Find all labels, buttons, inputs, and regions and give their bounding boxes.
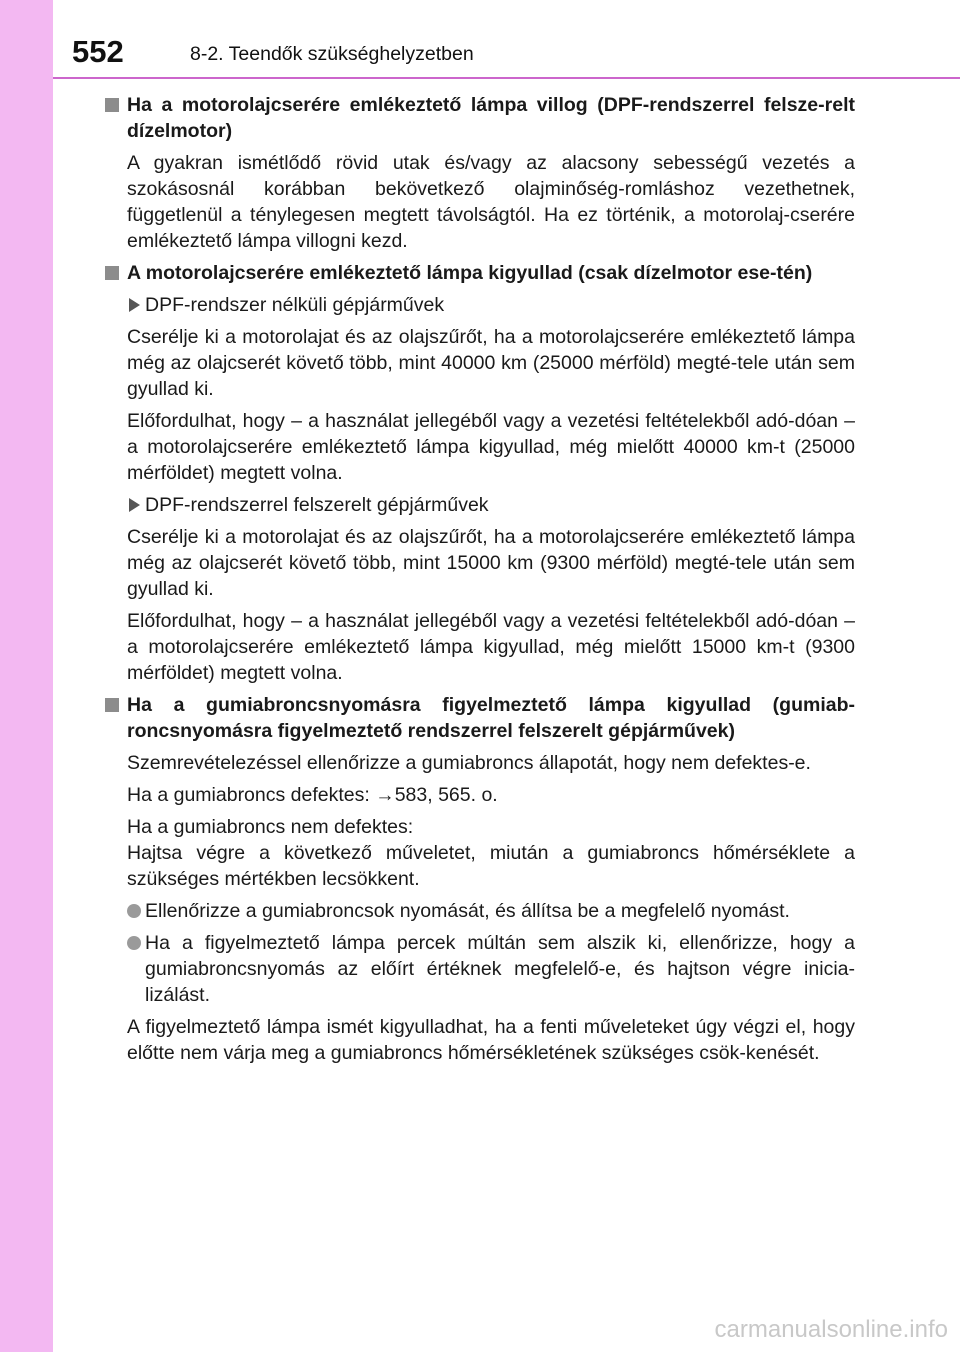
paragraph: A gyakran ismétlődő rövid utak és/vagy az alacsony sebességű vezetés a szokásosnál korábban bekövetkező olajminőség-romláshoz vezethetnek, függetlenül a ténylegesen megtett távolságtól. Ha ez történik, a motorolaj-cserére emlékeztető lámpa villogni kezd. <box>127 152 855 252</box>
paragraph: Előfordulhat, hogy – a használat jellegéből vagy a vezetési feltételekből adó-dóan – a motorolajcserére emlékeztető lámpa kigyullad, még mielőtt 15000 km-t (9300 mérföldet) megtett volna. <box>127 610 855 684</box>
watermark: carmanualsonline.info <box>714 1316 948 1343</box>
subheading-no-dpf: DPF-rendszer nélküli gépjárművek <box>127 292 855 318</box>
circle-bullet-icon <box>127 936 141 950</box>
header-divider <box>53 77 960 79</box>
section-title: 8-2. Teendők szükséghelyzetben <box>190 43 474 65</box>
page-number: 552 <box>72 34 124 69</box>
list-item: Ha a figyelmeztető lámpa percek múltán sem alszik ki, ellenőrizze, hogy a gumiabroncsnyomás az előírt értéknek megfelelő-e, és hajtson végre inicia-lizálást. <box>127 930 855 1008</box>
paragraph: Szemrevételezéssel ellenőrizze a gumiabroncs állapotát, hogy nem defektes-e. <box>127 752 811 774</box>
square-bullet-icon <box>105 98 119 112</box>
list-item: Ellenőrizze a gumiabroncsok nyomását, és állítsa be a megfelelő nyomást. <box>127 898 855 924</box>
page-content <box>105 92 855 1072</box>
heading-oil-on: A motorolajcserére emlékeztető lámpa kigyullad (csak dízelmotor ese-tén) <box>105 260 855 286</box>
side-tab <box>0 0 53 1352</box>
triangle-arrow-icon <box>129 498 140 512</box>
paragraph-reference: Ha a gumiabroncs defektes: →583, 565. o. <box>127 784 498 806</box>
square-bullet-icon <box>105 698 119 712</box>
heading-oil-blink: Ha a motorolajcserére emlékeztető lámpa villog (DPF-rendszerrel felsze-relt dízelmotor) <box>105 92 855 144</box>
paragraph: Cserélje ki a motorolajat és az olajszűrőt, ha a motorolajcserére emlékeztető lámpa még az olajcserét követő több, mint 40000 km (25000 mérföld) megté-tele után sem gyullad ki. <box>127 326 855 400</box>
paragraph: A figyelmeztető lámpa ismét kigyulladhat, ha a fenti műveleteket úgy végzi el, hogy előtte nem várja meg a gumiabroncs hőmérsékletének szükséges csök-kenését. <box>127 1016 855 1064</box>
triangle-arrow-icon <box>129 298 140 312</box>
paragraph: Ha a gumiabroncs nem defektes: Hajtsa végre a következő műveletet, miután a gumiabroncs hőmérséklete a szükséges mértékben lecsökkent. <box>127 816 855 890</box>
heading-tire-pressure: Ha a gumiabroncsnyomásra figyelmeztető lámpa kigyullad (gumiab-roncsnyomásra figyelmeztető rendszerrel felszerelt gépjárművek) <box>105 692 855 744</box>
paragraph: Cserélje ki a motorolajat és az olajszűrőt, ha a motorolajcserére emlékeztető lámpa még az olajcserét követő több, mint 15000 km (9300 mérföld) megté-tele után sem gyullad ki. <box>127 526 855 600</box>
square-bullet-icon <box>105 266 119 280</box>
subheading-dpf: DPF-rendszerrel felszerelt gépjárművek <box>127 492 855 518</box>
circle-bullet-icon <box>127 904 141 918</box>
paragraph: Előfordulhat, hogy – a használat jellegéből vagy a vezetési feltételekből adó-dóan – a motorolajcserére emlékeztető lámpa kigyullad, még mielőtt 40000 km-t (25000 mérföldet) megtett volna. <box>127 410 855 484</box>
